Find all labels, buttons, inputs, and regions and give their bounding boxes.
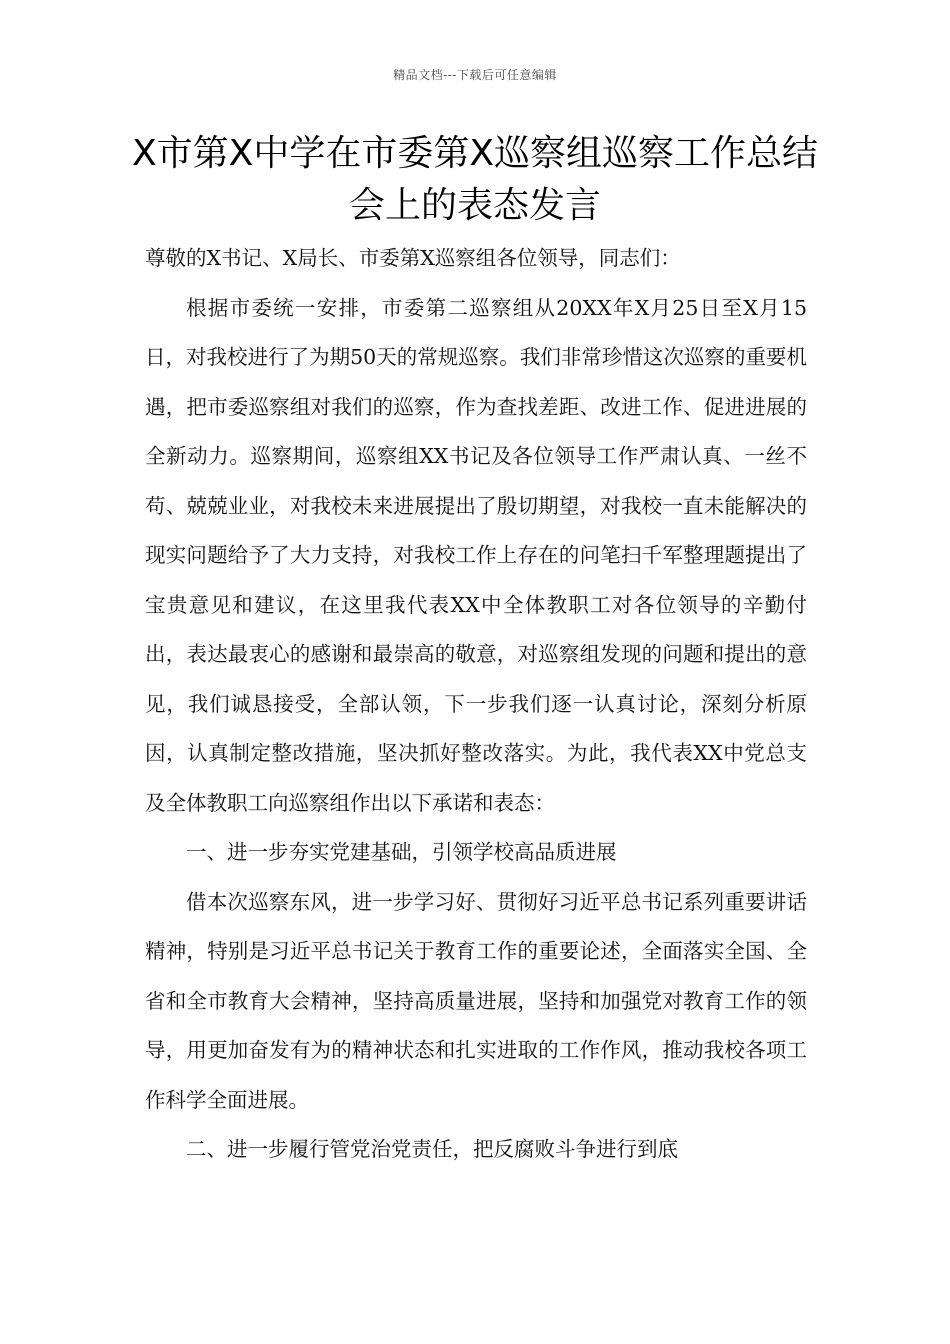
header-note: 精品文档---下载后可任意编辑 [393, 68, 557, 82]
document-title: X市第X中学在市委第X巡察组巡察工作总结会上的表态发言 [132, 133, 818, 226]
paragraph-section-1: 借本次巡察东风，进一步学习好、贯彻好习近平总书记系列重要讲话精神，特别是习近平总书记关于教育工作的重要论述，全面落实全国、全省和全市教育大会精神，坚持高质量进展，坚持和加强党对教育工作的领导，用更加奋发有为的精神状态和扎实进取的工作作风，推动我校各项工作科学全面进展。 [145, 889, 807, 1112]
document-body [145, 234, 807, 1175]
salutation: 尊敬的X书记、X局长、市委第X巡察组各位领导，同志们： [145, 246, 681, 270]
section-heading-1: 一、进一步夯实党建基础，引领学校高品质进展 [186, 840, 617, 864]
section-heading-2: 二、进一步履行管党治党责任，把反腐败斗争进行到底 [186, 1137, 678, 1161]
paragraph-intro: 根据市委统一安排，市委第二巡察组从20XX年X月25日至X月15日，对我校进行了为期50天的常规巡察。我们非常珍惜这次巡察的重要机遇，把市委巡察组对我们的巡察，作为查找差距、改进工作、促进进展的全新动力。巡察期间，巡察组XX书记及各位领导工作严肃认真、一丝不苟、兢兢业业，对我校未来进展提出了殷切期望，对我校一直未能解决的现实问题给予了大力支持，对我校工作上存在的问笔扫千军整理题提出了宝贵意见和建议，在这里我代表XX中全体教职工对各位领导的辛勤付出，表达最衷心的感谢和最崇高的敬意，对巡察组发现的问题和提出的意见，我们诚恳接受，全部认领，下一步我们逐一认真讨论，深刻分析原因，认真制定整改措施，坚决抓好整改落实。为此，我代表XX中党总支及全体教职工向巡察组作出以下承诺和表态： [145, 295, 807, 815]
